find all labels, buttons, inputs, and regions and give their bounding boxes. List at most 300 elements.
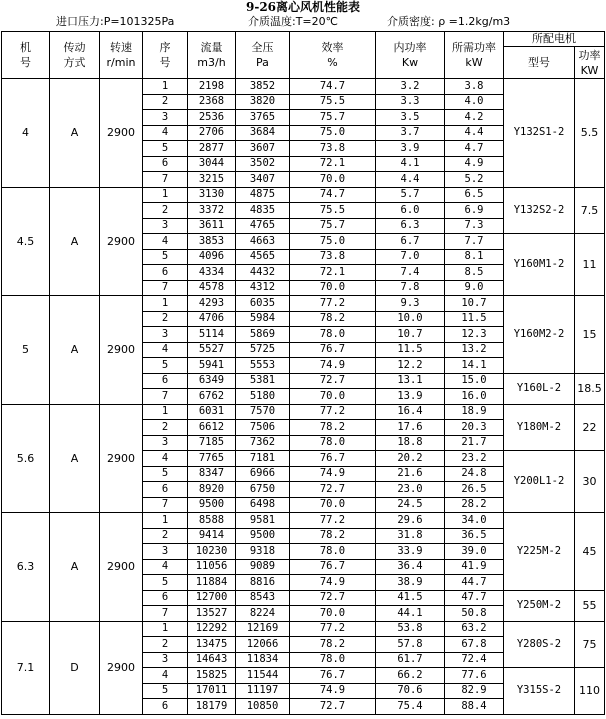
motor-type-cell: Y160M2-2	[504, 296, 575, 374]
flow-cell: 11056	[188, 559, 236, 575]
speed-cell: 2900	[100, 79, 143, 188]
performance-table	[1, 31, 605, 715]
internal-power-cell: 17.6	[376, 420, 445, 436]
pressure-cell: 9500	[236, 528, 290, 544]
speed-cell: 2900	[100, 296, 143, 405]
internal-power-cell: 6.3	[376, 218, 445, 234]
internal-power-cell: 10.0	[376, 311, 445, 327]
required-power-cell: 11.5	[445, 311, 504, 327]
motor-power-cell: 7.5	[575, 187, 605, 234]
efficiency-cell: 72.7	[290, 482, 376, 498]
efficiency-cell: 70.0	[290, 172, 376, 188]
motor-power-cell: 22	[575, 404, 605, 451]
motor-power-cell: 75	[575, 621, 605, 668]
seq-cell: 3	[143, 218, 188, 234]
motor-type-cell: Y160L-2	[504, 373, 575, 404]
motor-type-cell: Y280S-2	[504, 621, 575, 668]
flow-cell: 2877	[188, 141, 236, 157]
seq-cell: 3	[143, 652, 188, 668]
seq-cell: 3	[143, 327, 188, 343]
motor-power-cell: 110	[575, 668, 605, 715]
required-power-cell: 13.2	[445, 342, 504, 358]
flow-cell: 7765	[188, 451, 236, 467]
seq-cell: 1	[143, 79, 188, 95]
internal-power-cell: 4.1	[376, 156, 445, 172]
required-power-cell: 4.7	[445, 141, 504, 157]
flow-cell: 4293	[188, 296, 236, 312]
medium-temperature: 介质温度:T=20℃	[248, 15, 338, 28]
seq-cell: 5	[143, 683, 188, 699]
required-power-cell: 7.7	[445, 234, 504, 250]
header-speed: 转速 r/min	[100, 32, 143, 79]
seq-cell: 6	[143, 265, 188, 281]
efficiency-cell: 73.8	[290, 249, 376, 265]
speed-cell: 2900	[100, 513, 143, 622]
required-power-cell: 6.5	[445, 187, 504, 203]
model-cell: 6.3	[2, 513, 50, 622]
internal-power-cell: 10.7	[376, 327, 445, 343]
table-row	[2, 296, 605, 312]
internal-power-cell: 66.2	[376, 668, 445, 684]
required-power-cell: 34.0	[445, 513, 504, 529]
flow-cell: 2198	[188, 79, 236, 95]
pressure-cell: 7570	[236, 404, 290, 420]
required-power-cell: 41.9	[445, 559, 504, 575]
internal-power-cell: 13.1	[376, 373, 445, 389]
flow-cell: 12292	[188, 621, 236, 637]
model-cell: 4	[2, 79, 50, 188]
header-efficiency: 效率 %	[290, 32, 376, 79]
speed-cell: 2900	[100, 621, 143, 714]
table-row	[2, 621, 605, 637]
header-flow: 流量 m3/h	[188, 32, 236, 79]
internal-power-cell: 3.3	[376, 94, 445, 110]
internal-power-cell: 38.9	[376, 575, 445, 591]
pressure-cell: 6750	[236, 482, 290, 498]
pressure-cell: 9089	[236, 559, 290, 575]
seq-cell: 3	[143, 110, 188, 126]
efficiency-cell: 78.0	[290, 652, 376, 668]
flow-cell: 3130	[188, 187, 236, 203]
seq-cell: 5	[143, 249, 188, 265]
table-row	[2, 513, 605, 529]
efficiency-cell: 77.2	[290, 513, 376, 529]
internal-power-cell: 5.7	[376, 187, 445, 203]
efficiency-cell: 74.9	[290, 358, 376, 374]
flow-cell: 5941	[188, 358, 236, 374]
efficiency-cell: 78.0	[290, 435, 376, 451]
drive-cell: A	[50, 296, 100, 405]
pressure-cell: 4835	[236, 203, 290, 219]
flow-cell: 2368	[188, 94, 236, 110]
required-power-cell: 36.5	[445, 528, 504, 544]
pressure-cell: 11834	[236, 652, 290, 668]
pressure-cell: 3502	[236, 156, 290, 172]
internal-power-cell: 6.0	[376, 203, 445, 219]
required-power-cell: 8.5	[445, 265, 504, 281]
header-drive: 传动 方式	[50, 32, 100, 79]
flow-cell: 13527	[188, 606, 236, 622]
motor-type-cell: Y250M-2	[504, 590, 575, 621]
motor-type-cell: Y315S-2	[504, 668, 575, 715]
seq-cell: 4	[143, 668, 188, 684]
required-power-cell: 18.9	[445, 404, 504, 420]
flow-cell: 3372	[188, 203, 236, 219]
table-title: 9-26离心风机性能表	[245, 0, 361, 14]
seq-cell: 7	[143, 172, 188, 188]
required-power-cell: 26.5	[445, 482, 504, 498]
required-power-cell: 6.9	[445, 203, 504, 219]
required-power-cell: 4.9	[445, 156, 504, 172]
efficiency-cell: 78.0	[290, 327, 376, 343]
efficiency-cell: 73.8	[290, 141, 376, 157]
seq-cell: 7	[143, 280, 188, 296]
efficiency-cell: 75.7	[290, 110, 376, 126]
pressure-cell: 5869	[236, 327, 290, 343]
seq-cell: 7	[143, 606, 188, 622]
motor-type-cell: Y225M-2	[504, 513, 575, 591]
required-power-cell: 10.7	[445, 296, 504, 312]
table-row	[2, 79, 605, 95]
speed-cell: 2900	[100, 404, 143, 513]
efficiency-cell: 70.0	[290, 497, 376, 513]
internal-power-cell: 33.9	[376, 544, 445, 560]
seq-cell: 1	[143, 296, 188, 312]
efficiency-cell: 75.0	[290, 234, 376, 250]
internal-power-cell: 31.8	[376, 528, 445, 544]
pressure-cell: 7181	[236, 451, 290, 467]
seq-cell: 4	[143, 559, 188, 575]
seq-cell: 1	[143, 187, 188, 203]
internal-power-cell: 9.3	[376, 296, 445, 312]
pressure-cell: 8816	[236, 575, 290, 591]
efficiency-cell: 78.2	[290, 528, 376, 544]
pressure-cell: 6966	[236, 466, 290, 482]
seq-cell: 6	[143, 482, 188, 498]
internal-power-cell: 20.2	[376, 451, 445, 467]
efficiency-cell: 77.2	[290, 296, 376, 312]
motor-power-cell: 15	[575, 296, 605, 374]
required-power-cell: 82.9	[445, 683, 504, 699]
seq-cell: 5	[143, 466, 188, 482]
pressure-cell: 7506	[236, 420, 290, 436]
efficiency-cell: 70.0	[290, 389, 376, 405]
flow-cell: 6612	[188, 420, 236, 436]
pressure-cell: 12169	[236, 621, 290, 637]
seq-cell: 6	[143, 156, 188, 172]
pressure-cell: 7362	[236, 435, 290, 451]
drive-cell: A	[50, 404, 100, 513]
required-power-cell: 4.0	[445, 94, 504, 110]
pressure-cell: 8543	[236, 590, 290, 606]
seq-cell: 2	[143, 94, 188, 110]
motor-power-cell: 5.5	[575, 79, 605, 188]
pressure-cell: 4663	[236, 234, 290, 250]
seq-cell: 1	[143, 621, 188, 637]
motor-type-cell: Y132S1-2	[504, 79, 575, 188]
speed-cell: 2900	[100, 187, 143, 296]
required-power-cell: 67.8	[445, 637, 504, 653]
pressure-cell: 11197	[236, 683, 290, 699]
flow-cell: 9414	[188, 528, 236, 544]
pressure-cell: 5553	[236, 358, 290, 374]
pressure-cell: 5984	[236, 311, 290, 327]
motor-type-cell: Y200L1-2	[504, 451, 575, 513]
internal-power-cell: 44.1	[376, 606, 445, 622]
pressure-cell: 11544	[236, 668, 290, 684]
seq-cell: 7	[143, 497, 188, 513]
flow-cell: 11884	[188, 575, 236, 591]
required-power-cell: 16.0	[445, 389, 504, 405]
seq-cell: 5	[143, 141, 188, 157]
required-power-cell: 4.4	[445, 125, 504, 141]
efficiency-cell: 74.9	[290, 683, 376, 699]
flow-cell: 6762	[188, 389, 236, 405]
internal-power-cell: 53.8	[376, 621, 445, 637]
drive-cell: A	[50, 79, 100, 188]
internal-power-cell: 23.0	[376, 482, 445, 498]
flow-cell: 4096	[188, 249, 236, 265]
flow-cell: 2706	[188, 125, 236, 141]
efficiency-cell: 76.7	[290, 559, 376, 575]
pressure-cell: 9581	[236, 513, 290, 529]
flow-cell: 17011	[188, 683, 236, 699]
seq-cell: 4	[143, 234, 188, 250]
efficiency-cell: 76.7	[290, 451, 376, 467]
efficiency-cell: 74.7	[290, 187, 376, 203]
drive-cell: D	[50, 621, 100, 714]
pressure-cell: 6498	[236, 497, 290, 513]
seq-cell: 5	[143, 358, 188, 374]
efficiency-cell: 75.5	[290, 94, 376, 110]
seq-cell: 3	[143, 435, 188, 451]
efficiency-cell: 72.7	[290, 699, 376, 715]
flow-cell: 3611	[188, 218, 236, 234]
flow-cell: 6031	[188, 404, 236, 420]
pressure-cell: 4432	[236, 265, 290, 281]
efficiency-cell: 78.0	[290, 544, 376, 560]
pressure-cell: 10850	[236, 699, 290, 715]
flow-cell: 4706	[188, 311, 236, 327]
conditions-line	[0, 14, 606, 30]
pressure-cell: 8224	[236, 606, 290, 622]
flow-cell: 10230	[188, 544, 236, 560]
seq-cell: 4	[143, 342, 188, 358]
efficiency-cell: 72.1	[290, 156, 376, 172]
required-power-cell: 39.0	[445, 544, 504, 560]
internal-power-cell: 3.5	[376, 110, 445, 126]
internal-power-cell: 70.6	[376, 683, 445, 699]
model-cell: 5.6	[2, 404, 50, 513]
motor-power-cell: 11	[575, 234, 605, 296]
header-motor-power: 功率 KW	[575, 47, 605, 79]
header-seq: 序 号	[143, 32, 188, 79]
internal-power-cell: 6.7	[376, 234, 445, 250]
pressure-cell: 3607	[236, 141, 290, 157]
motor-type-cell: Y132S2-2	[504, 187, 575, 234]
motor-power-cell: 45	[575, 513, 605, 591]
motor-power-cell: 18.5	[575, 373, 605, 404]
seq-cell: 4	[143, 125, 188, 141]
pressure-cell: 3765	[236, 110, 290, 126]
flow-cell: 14643	[188, 652, 236, 668]
flow-cell: 4334	[188, 265, 236, 281]
pressure-cell: 5381	[236, 373, 290, 389]
seq-cell: 2	[143, 311, 188, 327]
pressure-cell: 3820	[236, 94, 290, 110]
table-row	[2, 187, 605, 203]
flow-cell: 6349	[188, 373, 236, 389]
pressure-cell: 9318	[236, 544, 290, 560]
flow-cell: 15825	[188, 668, 236, 684]
required-power-cell: 72.4	[445, 652, 504, 668]
efficiency-cell: 77.2	[290, 404, 376, 420]
internal-power-cell: 16.4	[376, 404, 445, 420]
required-power-cell: 14.1	[445, 358, 504, 374]
efficiency-cell: 78.2	[290, 420, 376, 436]
table-header	[2, 32, 605, 79]
internal-power-cell: 7.0	[376, 249, 445, 265]
seq-cell: 1	[143, 513, 188, 529]
required-power-cell: 7.3	[445, 218, 504, 234]
motor-power-cell: 55	[575, 590, 605, 621]
internal-power-cell: 7.8	[376, 280, 445, 296]
header-motor-type: 型号	[504, 47, 575, 79]
flow-cell: 5527	[188, 342, 236, 358]
seq-cell: 2	[143, 528, 188, 544]
pressure-cell: 4565	[236, 249, 290, 265]
pressure-cell: 4765	[236, 218, 290, 234]
internal-power-cell: 3.2	[376, 79, 445, 95]
pressure-cell: 4875	[236, 187, 290, 203]
drive-cell: A	[50, 187, 100, 296]
pressure-cell: 5725	[236, 342, 290, 358]
medium-density: 介质密度: ρ =1.2kg/m3	[387, 15, 511, 28]
efficiency-cell: 70.0	[290, 280, 376, 296]
efficiency-cell: 75.0	[290, 125, 376, 141]
required-power-cell: 50.8	[445, 606, 504, 622]
internal-power-cell: 75.4	[376, 699, 445, 715]
internal-power-cell: 13.9	[376, 389, 445, 405]
header-internal-power: 内功率 Kw	[376, 32, 445, 79]
flow-cell: 3044	[188, 156, 236, 172]
table-body	[2, 79, 605, 715]
seq-cell: 2	[143, 637, 188, 653]
motor-type-cell: Y160M1-2	[504, 234, 575, 296]
internal-power-cell: 18.8	[376, 435, 445, 451]
efficiency-cell: 75.7	[290, 218, 376, 234]
required-power-cell: 15.0	[445, 373, 504, 389]
header-motor-group: 所配电机	[504, 32, 605, 47]
flow-cell: 18179	[188, 699, 236, 715]
pressure-cell: 3852	[236, 79, 290, 95]
efficiency-cell: 75.5	[290, 203, 376, 219]
required-power-cell: 23.2	[445, 451, 504, 467]
flow-cell: 3215	[188, 172, 236, 188]
internal-power-cell: 3.9	[376, 141, 445, 157]
flow-cell: 4578	[188, 280, 236, 296]
flow-cell: 12700	[188, 590, 236, 606]
internal-power-cell: 61.7	[376, 652, 445, 668]
required-power-cell: 21.7	[445, 435, 504, 451]
internal-power-cell: 41.5	[376, 590, 445, 606]
seq-cell: 2	[143, 420, 188, 436]
model-cell: 4.5	[2, 187, 50, 296]
flow-cell: 8920	[188, 482, 236, 498]
internal-power-cell: 36.4	[376, 559, 445, 575]
pressure-cell: 3684	[236, 125, 290, 141]
required-power-cell: 24.8	[445, 466, 504, 482]
motor-power-cell: 30	[575, 451, 605, 513]
efficiency-cell: 70.0	[290, 606, 376, 622]
internal-power-cell: 4.4	[376, 172, 445, 188]
required-power-cell: 28.2	[445, 497, 504, 513]
internal-power-cell: 21.6	[376, 466, 445, 482]
seq-cell: 1	[143, 404, 188, 420]
table-row	[2, 404, 605, 420]
model-cell: 7.1	[2, 621, 50, 714]
required-power-cell: 12.3	[445, 327, 504, 343]
efficiency-cell: 74.9	[290, 466, 376, 482]
efficiency-cell: 76.7	[290, 342, 376, 358]
internal-power-cell: 11.5	[376, 342, 445, 358]
required-power-cell: 9.0	[445, 280, 504, 296]
seq-cell: 6	[143, 590, 188, 606]
drive-cell: A	[50, 513, 100, 622]
required-power-cell: 20.3	[445, 420, 504, 436]
seq-cell: 2	[143, 203, 188, 219]
internal-power-cell: 24.5	[376, 497, 445, 513]
required-power-cell: 8.1	[445, 249, 504, 265]
seq-cell: 3	[143, 544, 188, 560]
efficiency-cell: 78.2	[290, 637, 376, 653]
efficiency-cell: 72.7	[290, 590, 376, 606]
efficiency-cell: 78.2	[290, 311, 376, 327]
efficiency-cell: 77.2	[290, 621, 376, 637]
flow-cell: 2536	[188, 110, 236, 126]
model-cell: 5	[2, 296, 50, 405]
required-power-cell: 63.2	[445, 621, 504, 637]
pressure-cell: 3407	[236, 172, 290, 188]
internal-power-cell: 7.4	[376, 265, 445, 281]
efficiency-cell: 72.7	[290, 373, 376, 389]
flow-cell: 3853	[188, 234, 236, 250]
pressure-cell: 6035	[236, 296, 290, 312]
flow-cell: 8588	[188, 513, 236, 529]
flow-cell: 8347	[188, 466, 236, 482]
internal-power-cell: 57.8	[376, 637, 445, 653]
seq-cell: 4	[143, 451, 188, 467]
pressure-cell: 4312	[236, 280, 290, 296]
flow-cell: 9500	[188, 497, 236, 513]
required-power-cell: 5.2	[445, 172, 504, 188]
required-power-cell: 47.7	[445, 590, 504, 606]
efficiency-cell: 74.9	[290, 575, 376, 591]
efficiency-cell: 72.1	[290, 265, 376, 281]
seq-cell: 6	[143, 699, 188, 715]
header-model: 机 号	[2, 32, 50, 79]
seq-cell: 5	[143, 575, 188, 591]
inlet-pressure: 进口压力:P=101325Pa	[56, 15, 175, 28]
motor-type-cell: Y180M-2	[504, 404, 575, 451]
pressure-cell: 5180	[236, 389, 290, 405]
seq-cell: 6	[143, 373, 188, 389]
flow-cell: 5114	[188, 327, 236, 343]
internal-power-cell: 3.7	[376, 125, 445, 141]
header-pressure: 全压 Pa	[236, 32, 290, 79]
pressure-cell: 12066	[236, 637, 290, 653]
efficiency-cell: 76.7	[290, 668, 376, 684]
